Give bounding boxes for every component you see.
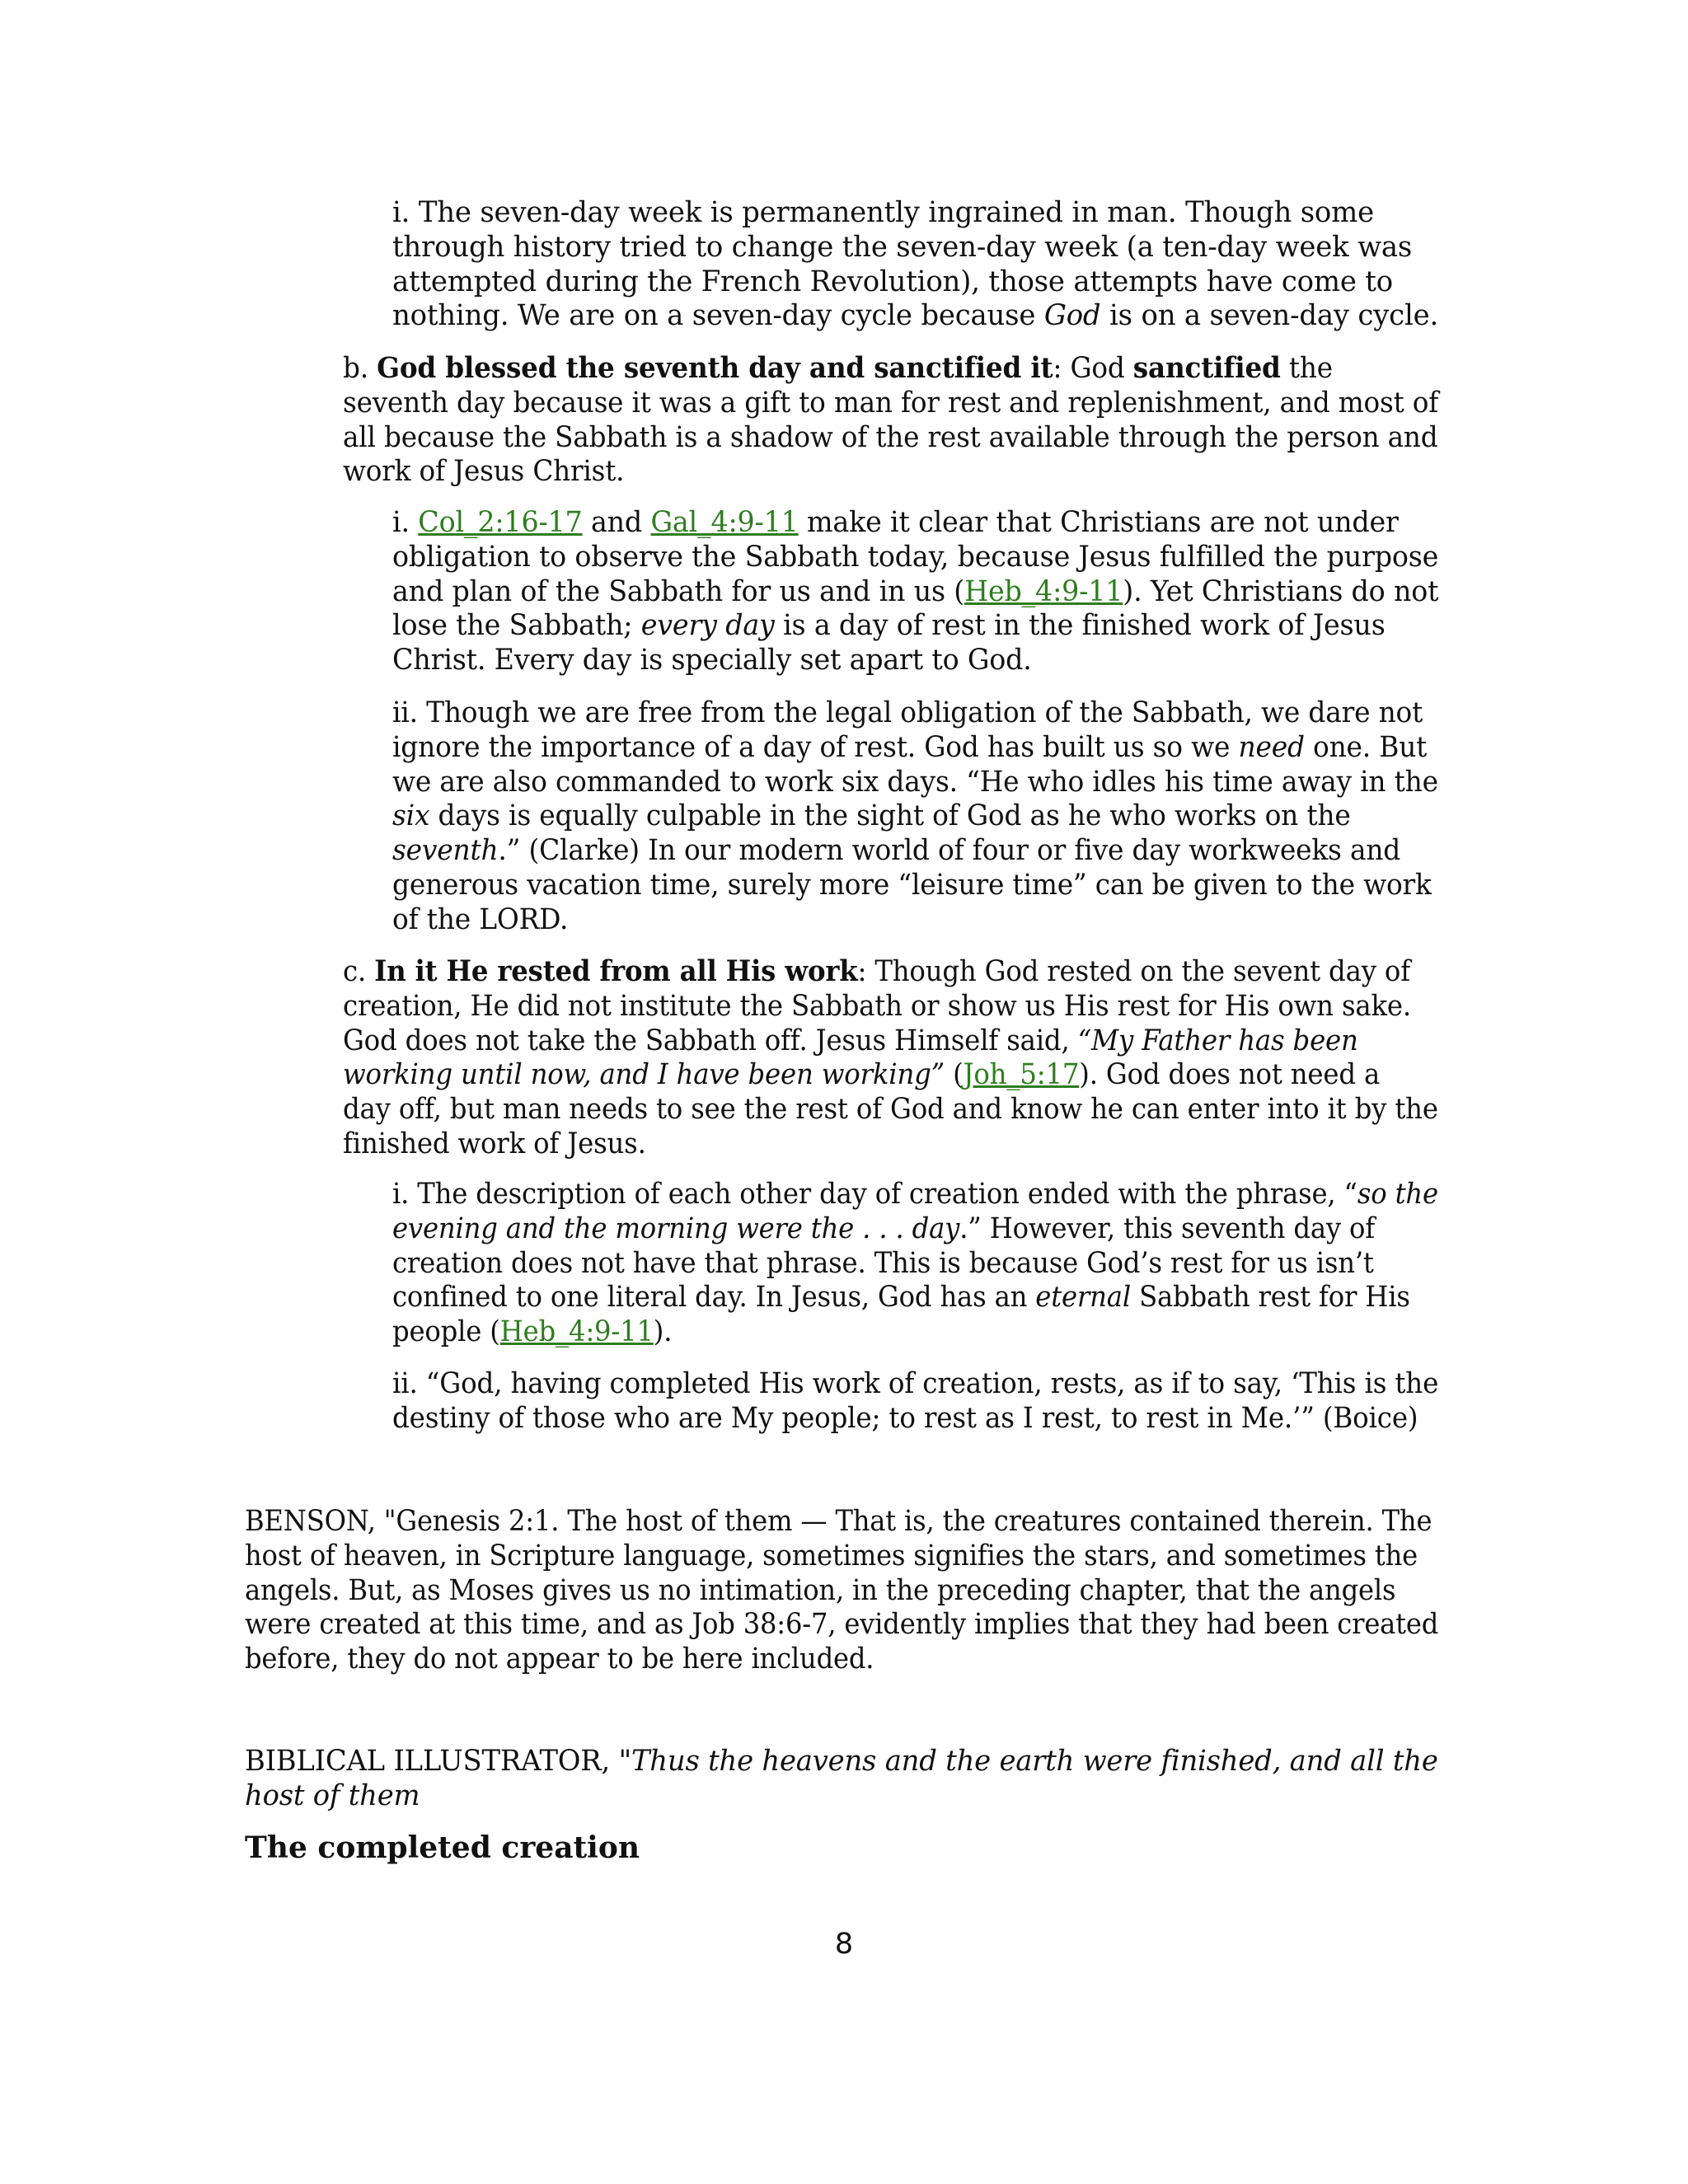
text-run: is on a seven-day cycle.: [1100, 299, 1439, 333]
text-line: [392, 575, 1438, 610]
text-line: [343, 954, 1438, 990]
scripture-link-heb[interactable]: Heb_4:9-11: [964, 574, 1123, 608]
text-line: BENSON, "Genesis 2:1. The host of them — That is, the creatures contained therein. The: [245, 1505, 1432, 1538]
text-line: obligation to observe the Sabbath today, because Jesus fulfilled the purpose: [392, 540, 1439, 574]
text-line: host of heaven, in Scripture language, sometimes signifies the stars, and sometimes the: [245, 1539, 1418, 1572]
text-line: generous vacation time, surely more “leisure time” can be given to the work: [392, 868, 1432, 902]
text-line: [343, 351, 1438, 387]
text-run: i.: [392, 506, 419, 539]
text-run: (: [945, 1058, 964, 1092]
bold-phrase: In it He rested from all His work: [374, 954, 858, 988]
text-run: days is equally culpable in the sight of God as he who works on the: [429, 799, 1351, 833]
text-line: [392, 506, 1438, 541]
text-line: [343, 1058, 1438, 1093]
text-line: creation does not have that phrase. This is because God’s rest for us isn’t: [392, 1246, 1374, 1280]
emphasis: God: [1043, 299, 1101, 333]
paragraph-evening-morning: [392, 1178, 1526, 1350]
scripture-link-joh[interactable]: Joh_5:17: [963, 1058, 1080, 1092]
text-run: .” However, this seventh day of: [959, 1212, 1376, 1245]
text-line: [392, 799, 1438, 834]
text-line: [245, 1779, 1438, 1814]
bold-phrase: sanctified: [1132, 351, 1281, 385]
text-line: [392, 299, 1438, 334]
text-run: confined to one literal day. In Jesus, God has an: [392, 1281, 1036, 1315]
emphasis: working until now, and I have been working”: [343, 1058, 945, 1092]
bold-phrase: God blessed the seventh day and sanctified it: [377, 351, 1053, 385]
text-line: angels. But, as Moses gives us no intimation, in the preceding chapter, that the angels: [245, 1573, 1396, 1607]
text-run: and plan of the Sabbath for us and in us (: [392, 574, 965, 608]
text-line: before, they do not appear to be here included.: [245, 1643, 874, 1676]
text-line: [392, 609, 1438, 644]
text-run: is a day of rest in the finished work of Jesus: [774, 609, 1386, 643]
emphasis: need: [1238, 730, 1305, 764]
emphasis: evening and the morning were the . . . day: [392, 1212, 960, 1245]
emphasis: six: [392, 799, 430, 833]
text-line: day off, but man needs to see the rest of God and know he can enter into it by the: [343, 1093, 1438, 1127]
text-run: nothing. We are on a seven-day cycle because: [392, 299, 1044, 333]
text-run: Sabbath rest for His: [1130, 1281, 1410, 1315]
text-run: .” (Clarke) In our modern world of four or five day workweeks and: [498, 834, 1401, 868]
text-run: people (: [392, 1315, 500, 1349]
emphasis: eternal: [1035, 1281, 1131, 1315]
text-run: : Though God rested on the sevent day of: [857, 955, 1411, 988]
text-line: [392, 731, 1438, 766]
emphasis: so the: [1357, 1178, 1438, 1211]
text-line: work of Jesus Christ.: [343, 455, 625, 489]
emphasis: Thus the heavens and the earth were finished, and all the: [631, 1745, 1438, 1778]
text-line: [392, 1315, 1438, 1350]
text-line: destiny of those who are My people; to rest as I rest, to rest in Me.’” (Boice): [392, 1401, 1418, 1435]
text-run: b.: [343, 352, 377, 385]
text-line: Christ. Every day is specially set apart to God.: [392, 644, 1032, 677]
text-line: we are also commanded to work six days. “He who idles his time away in the: [392, 765, 1438, 799]
text-run: ).: [653, 1315, 673, 1349]
text-line: finished work of Jesus.: [343, 1127, 646, 1160]
text-line: seventh day because it was a gift to man for rest and replenishment, and most of: [343, 386, 1439, 419]
paragraph-biblical-illustrator: [245, 1745, 1481, 1814]
text-line: [245, 1745, 1438, 1779]
text-run: : God: [1053, 352, 1133, 385]
paragraph-legal-obligation: [392, 696, 1507, 938]
text-line: [392, 1178, 1438, 1212]
text-line: [392, 1281, 1438, 1315]
text-line: [343, 1024, 1438, 1059]
text-run: BIBLICAL ILLUSTRATOR, ": [245, 1745, 631, 1778]
scripture-link-heb[interactable]: Heb_4:9-11: [499, 1315, 654, 1349]
text-run: the: [1280, 352, 1333, 385]
text-line: [392, 834, 1438, 869]
text-run: ). God does not need a: [1079, 1058, 1381, 1092]
text-line: attempted during the French Revolution), those attempts have come to: [392, 265, 1393, 298]
text-run: make it clear that Christians are not under: [798, 506, 1399, 539]
text-line: ii. Though we are free from the legal obligation of the Sabbath, we dare not: [392, 696, 1423, 729]
text-line: all because the Sabbath is a shadow of the rest available through the person and: [343, 420, 1438, 454]
emphasis: seventh: [392, 834, 499, 868]
scripture-link-col[interactable]: Col_2:16-17: [418, 506, 583, 539]
text-run: lose the Sabbath;: [392, 609, 641, 643]
page-number: 8: [834, 1928, 854, 1961]
paragraph-blessed-seventh-day: [343, 351, 1517, 490]
emphasis: host of them: [245, 1779, 420, 1812]
paragraph-benson: [245, 1505, 1543, 1677]
text-run: God does not take the Sabbath off. Jesus Himself said,: [343, 1024, 1078, 1057]
text-line: creation, He did not institute the Sabbath or show us His rest for His own sake.: [343, 989, 1411, 1023]
paragraph-boice-quote: [392, 1367, 1517, 1436]
text-line: through history tried to change the seven-day week (a ten-day week was: [392, 230, 1413, 264]
paragraph-seven-day-week: [392, 196, 1472, 334]
text-line: ii. “God, having completed His work of creation, rests, as if to say, ‘This is the: [392, 1367, 1439, 1400]
text-run: i. The description of each other day of creation ended with the phrase, “: [392, 1178, 1357, 1211]
text-line: [392, 1212, 1438, 1247]
text-run: and: [582, 506, 651, 539]
emphasis: every day: [640, 609, 775, 643]
text-line: i. The seven-day week is permanently ingrained in man. Though some: [392, 196, 1374, 229]
paragraph-col-gal: [392, 506, 1491, 678]
section-heading: The completed creation: [245, 1830, 640, 1865]
text-line: of the LORD.: [392, 902, 569, 936]
emphasis: “My Father has been: [1077, 1024, 1358, 1057]
paragraph-rested-from-work: [343, 954, 1527, 1162]
text-run: one. But: [1304, 730, 1428, 764]
text-run: ). Yet Christians do not: [1123, 574, 1439, 608]
text-run: c.: [343, 955, 375, 988]
scripture-link-gal[interactable]: Gal_4:9-11: [650, 506, 799, 539]
text-run: ignore the importance of a day of rest. God has built us so we: [392, 730, 1239, 764]
text-line: were created at this time, and as Job 38:6-7, evidently implies that they had been created: [245, 1608, 1439, 1642]
